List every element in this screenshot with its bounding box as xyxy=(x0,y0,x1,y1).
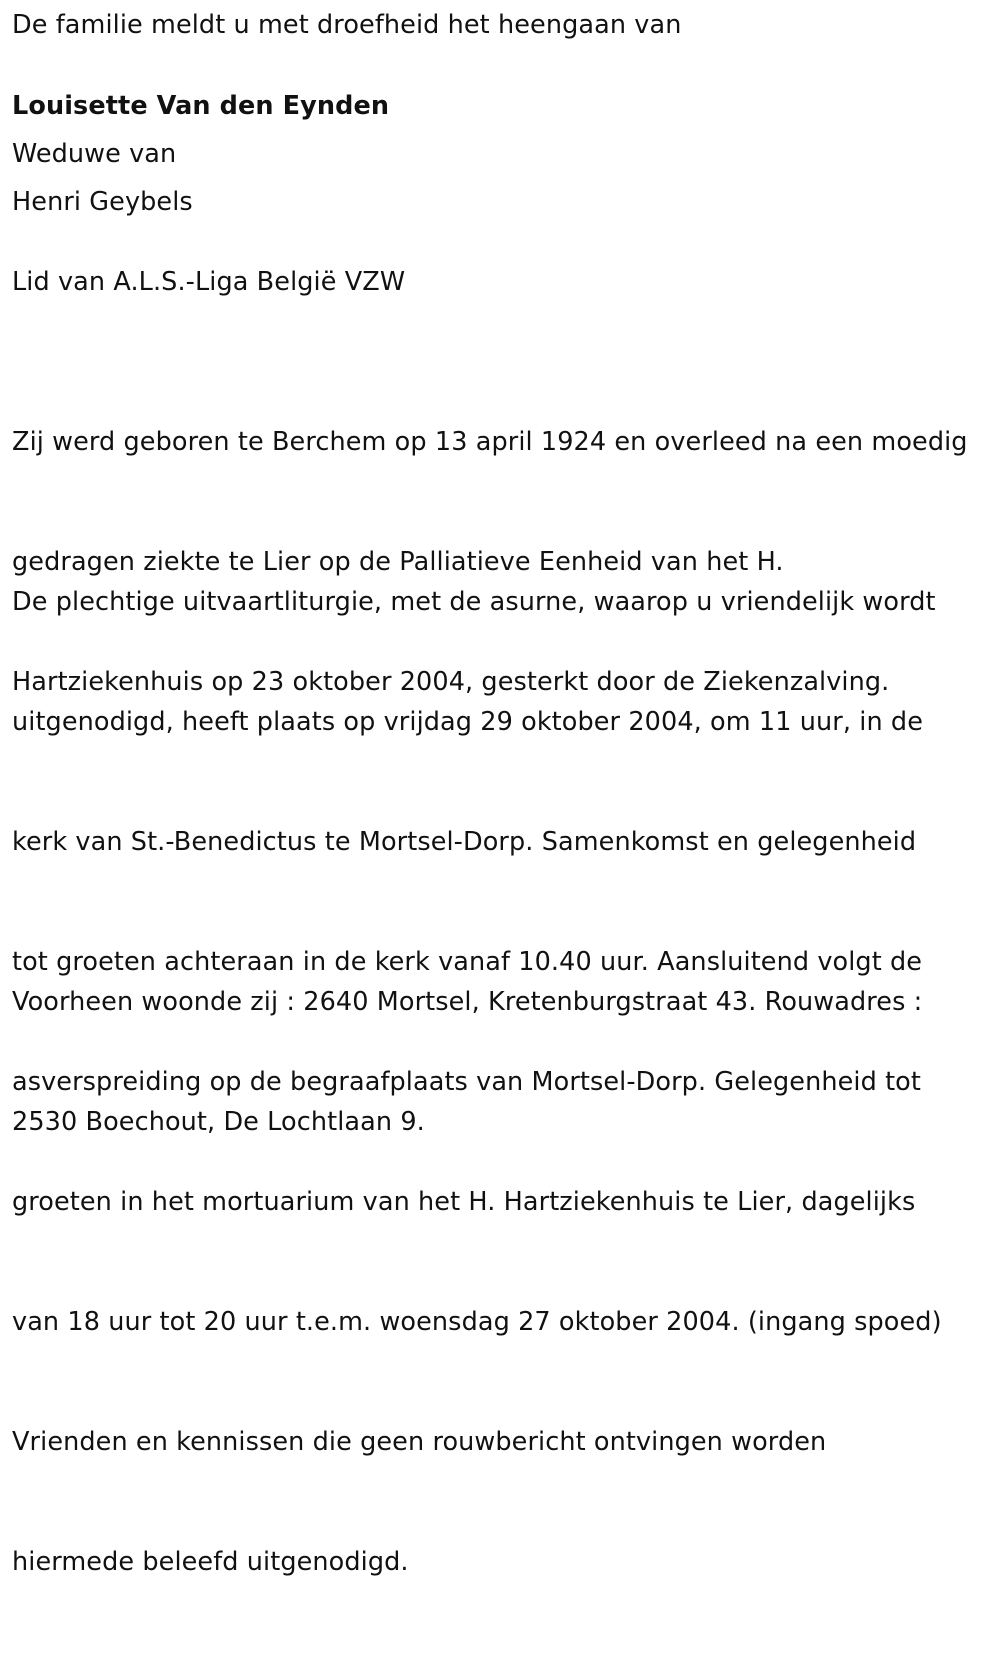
funeral-line: groeten in het mortuarium van het H. Hartziekenhuis te Lier, dagelijks xyxy=(12,1187,916,1217)
birth-death-line: gedragen ziekte te Lier op de Palliatieve Eenheid van het H. xyxy=(12,547,784,577)
spouse-name: Henri Geybels xyxy=(12,187,193,217)
funeral-line: van 18 uur tot 20 uur t.e.m. woensdag 27 oktober 2004. (ingang spoed) xyxy=(12,1307,942,1337)
funeral-line: kerk van St.-Benedictus te Mortsel-Dorp. Samenkomst en gelegenheid xyxy=(12,827,917,857)
funeral-line: uitgenodigd, heeft plaats op vrijdag 29 oktober 2004, om 11 uur, in de xyxy=(12,707,924,737)
address-paragraph xyxy=(12,902,997,1222)
funeral-line: hiermede beleefd uitgenodigd. xyxy=(12,1547,409,1577)
funeral-line: asverspreiding op de begraafplaats van Mortsel-Dorp. Gelegenheid tot xyxy=(12,1067,921,1097)
membership-text: Lid van A.L.S.-Liga België VZW xyxy=(12,267,406,297)
address-line: Voorheen woonde zij : 2640 Mortsel, Kretenburgstraat 43. Rouwadres : xyxy=(12,987,923,1017)
birth-death-line: Hartziekenhuis op 23 oktober 2004, gesterkt door de Ziekenzalving. xyxy=(12,667,890,697)
funeral-line: De plechtige uitvaartliturgie, met de asurne, waarop u vriendelijk wordt xyxy=(12,587,936,617)
birth-death-line: Zij werd geboren te Berchem op 13 april 1924 en overleed na een moedig xyxy=(12,427,968,457)
widow-of-label: Weduwe van xyxy=(12,139,177,169)
intro-text: De familie meldt u met droefheid het heengaan van xyxy=(12,10,682,40)
address-line: 2530 Boechout, De Lochtlaan 9. xyxy=(12,1107,425,1137)
funeral-line: tot groeten achteraan in de kerk vanaf 10.40 uur. Aansluitend volgt de xyxy=(12,947,923,977)
funeral-line: Vrienden en kennissen die geen rouwbericht ontvingen worden xyxy=(12,1427,827,1457)
deceased-name: Louisette Van den Eynden xyxy=(12,91,390,121)
